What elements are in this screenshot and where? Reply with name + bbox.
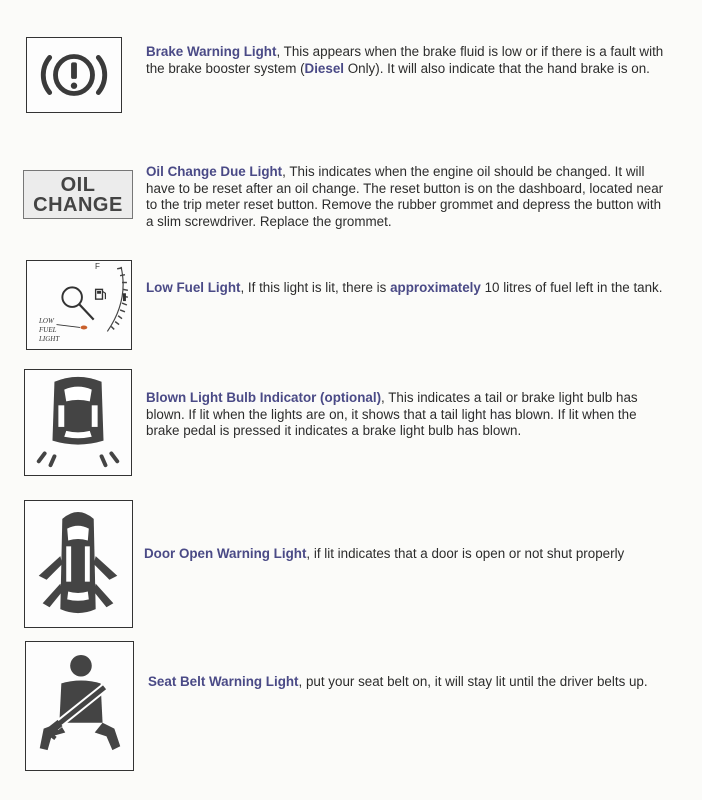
brake-warning-text-part2: Only). It will also indicate that the hand brake is on. (343, 60, 650, 76)
low-fuel-label-line1: LOW (39, 317, 54, 325)
oil-change-icon (23, 170, 133, 219)
approximately-emphasis: approximately (390, 280, 481, 295)
oil-change-title: Oil Change Due Light (146, 164, 283, 179)
door-open-text: , if lit indicates that a door is open or not shut properly (306, 546, 625, 561)
brake-warning-text-part1: , This appears when the brake fluid is low or if there is a fault with the brake booster system ( (146, 44, 664, 76)
oil-change-description (146, 164, 666, 230)
seat-belt-text: , put your seat belt on, it will stay lit until the driver belts up. (298, 674, 648, 689)
bulb-failure-car-icon (24, 369, 132, 476)
low-fuel-description (146, 280, 666, 297)
brake-warning-title: Brake Warning Light (146, 44, 277, 59)
gauge-full-marker: F (95, 262, 100, 271)
brake-warning-icon (26, 37, 122, 113)
diesel-emphasis: Diesel (304, 60, 344, 76)
door-open-title: Door Open Warning Light (144, 546, 307, 561)
low-fuel-title: Low Fuel Light (146, 280, 241, 295)
brake-warning-description (146, 44, 666, 77)
oil-change-icon-line1: OIL (60, 174, 96, 196)
blown-bulb-title: Blown Light Bulb Indicator (optional) (146, 390, 382, 405)
blown-bulb-description (146, 390, 666, 440)
seat-belt-icon (25, 641, 134, 771)
oil-change-icon-line2: CHANGE (33, 194, 123, 216)
low-fuel-label-line3: LIGHT (39, 335, 60, 343)
door-open-car-icon (24, 500, 133, 628)
low-fuel-label-line2: FUEL (39, 326, 57, 334)
blown-bulb-text: , This indicates a tail or brake light bulb has blown. If lit when the lights are on, it shows that a tail light has blown. If lit when the brake pedal is pressed it indicates a brake light bulb has blown. (146, 390, 638, 438)
door-open-description (144, 546, 664, 563)
low-fuel-text-part1: , If this light is lit, there is (240, 280, 391, 295)
fuel-gauge-icon (26, 260, 132, 350)
oil-change-text: , This indicates when the engine oil should be changed. It will have to be reset after an oil change. The reset button is on the dashboard, located near to the trip meter reset button. Remove the rubber grommet and depress the button with a slim screwdriver. Replace the grommet. (146, 164, 664, 229)
seat-belt-description (148, 674, 668, 691)
low-fuel-text-part2: 10 litres of fuel left in the tank. (480, 280, 663, 295)
seat-belt-title: Seat Belt Warning Light (148, 674, 299, 689)
